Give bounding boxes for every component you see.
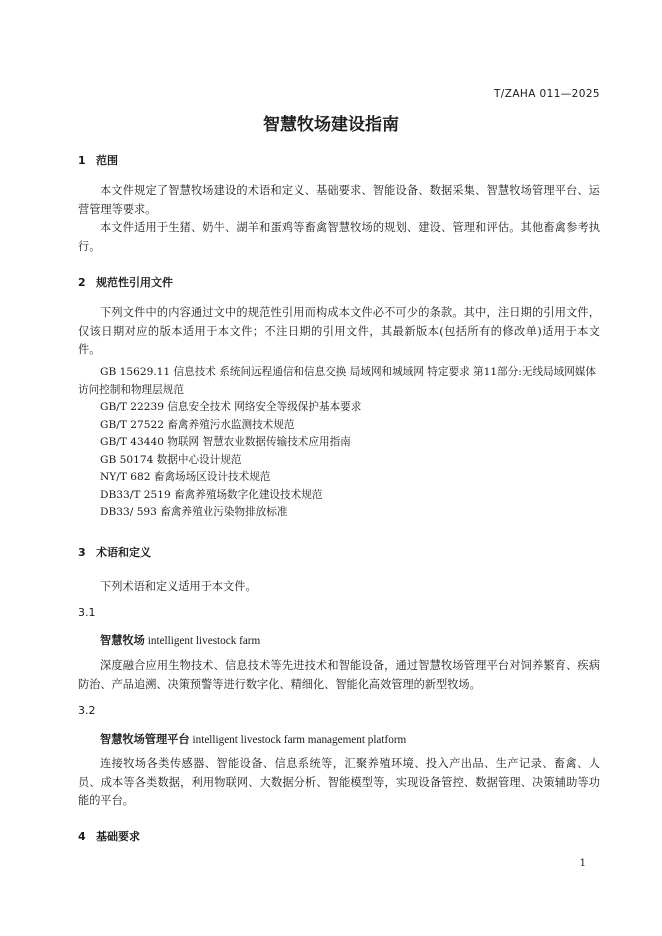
term-english: intelligent livestock farm management platform [192,734,407,746]
reference-item: DB33/ 593 畜禽养殖业污染物排放标准 [100,506,288,518]
section-number: 1 [78,154,86,167]
section-heading-terms [78,544,151,560]
standard-code: T/ZAHA 011—2025 [493,88,600,100]
reference-item: DB33/T 2519 畜禽养殖场数字化建设技术规范 [100,488,323,501]
section-number: 4 [78,830,86,843]
section-number: 2 [78,276,86,289]
reference-item: GB/T 27522 畜禽养殖污水监测技术规范 [100,418,295,431]
section-number: 3 [78,546,86,559]
section-heading-basic [78,828,140,844]
section-title: 基础要求 [96,830,140,843]
page-number: 1 [579,858,586,869]
term-entry [100,632,260,648]
section-title: 规范性引用文件 [96,276,173,289]
reference-item: GB/T 22239 信息安全技术 网络安全等级保护基本要求 [100,401,362,413]
term-english: intelligent livestock farm [147,635,261,647]
reference-item: GB 15629.11 信息技术 系统间远程通信和信息交换 局域网和城域网 特定要求 第11部分:无线局域网媒体访问控制和物理层规范 [78,366,597,396]
scope-paragraph-2: 本文件适用于生猪、奶牛、湖羊和蛋鸡等畜禽智慧牧场的规划、建设、管理和评估。其他畜禽参考执行。 [78,221,600,253]
term-chinese: 智慧牧场管理平台 [100,733,190,746]
section-title: 范围 [96,154,118,167]
section-title: 术语和定义 [96,546,151,559]
document-title: 智慧牧场建设指南 [263,115,399,135]
scope-paragraph-1: 本文件规定了智慧牧场建设的术语和定义、基础要求、智能设备、数据采集、智慧牧场管理平台、运营管理等要求。 [78,184,600,216]
term-definition: 连接牧场各类传感器、智能设备、信息系统等，汇聚养殖环境、投入产出品、生产记录、畜禽、人员、成本等各类数据，利用物联网、大数据分析、智能模型等，实现设备管控、数据管理、决策辅助等功能的平台。 [78,757,600,807]
reference-list [78,364,600,522]
term-number: 3.1 [78,606,96,619]
term-entry [100,731,406,747]
normative-intro: 下列文件中的内容通过文中的规范性引用而构成本文件必不可少的条款。其中，注日期的引用文件，仅该日期对应的版本适用于本文件；不注日期的引用文件，其最新版本(包括所有的修改单)适用于本文件。 [78,306,600,356]
section-heading-normative [78,274,173,290]
term-chinese: 智慧牧场 [100,634,145,647]
section-heading-scope [78,152,118,168]
reference-item: GB/T 43440 物联网 智慧农业数据传输技术应用指南 [100,436,351,448]
terms-intro: 下列术语和定义适用于本文件。 [100,580,257,593]
reference-item: GB 50174 数据中心设计规范 [100,453,242,466]
term-number: 3.2 [78,704,96,717]
reference-item: NY/T 682 畜禽场场区设计技术规范 [100,471,271,483]
term-definition: 深度融合应用生物技术、信息技术等先进技术和智能设备，通过智慧牧场管理平台对饲养繁育、疾病防治、产品追溯、决策预警等进行数字化、精细化、智能化高效管理的新型牧场。 [78,659,600,691]
